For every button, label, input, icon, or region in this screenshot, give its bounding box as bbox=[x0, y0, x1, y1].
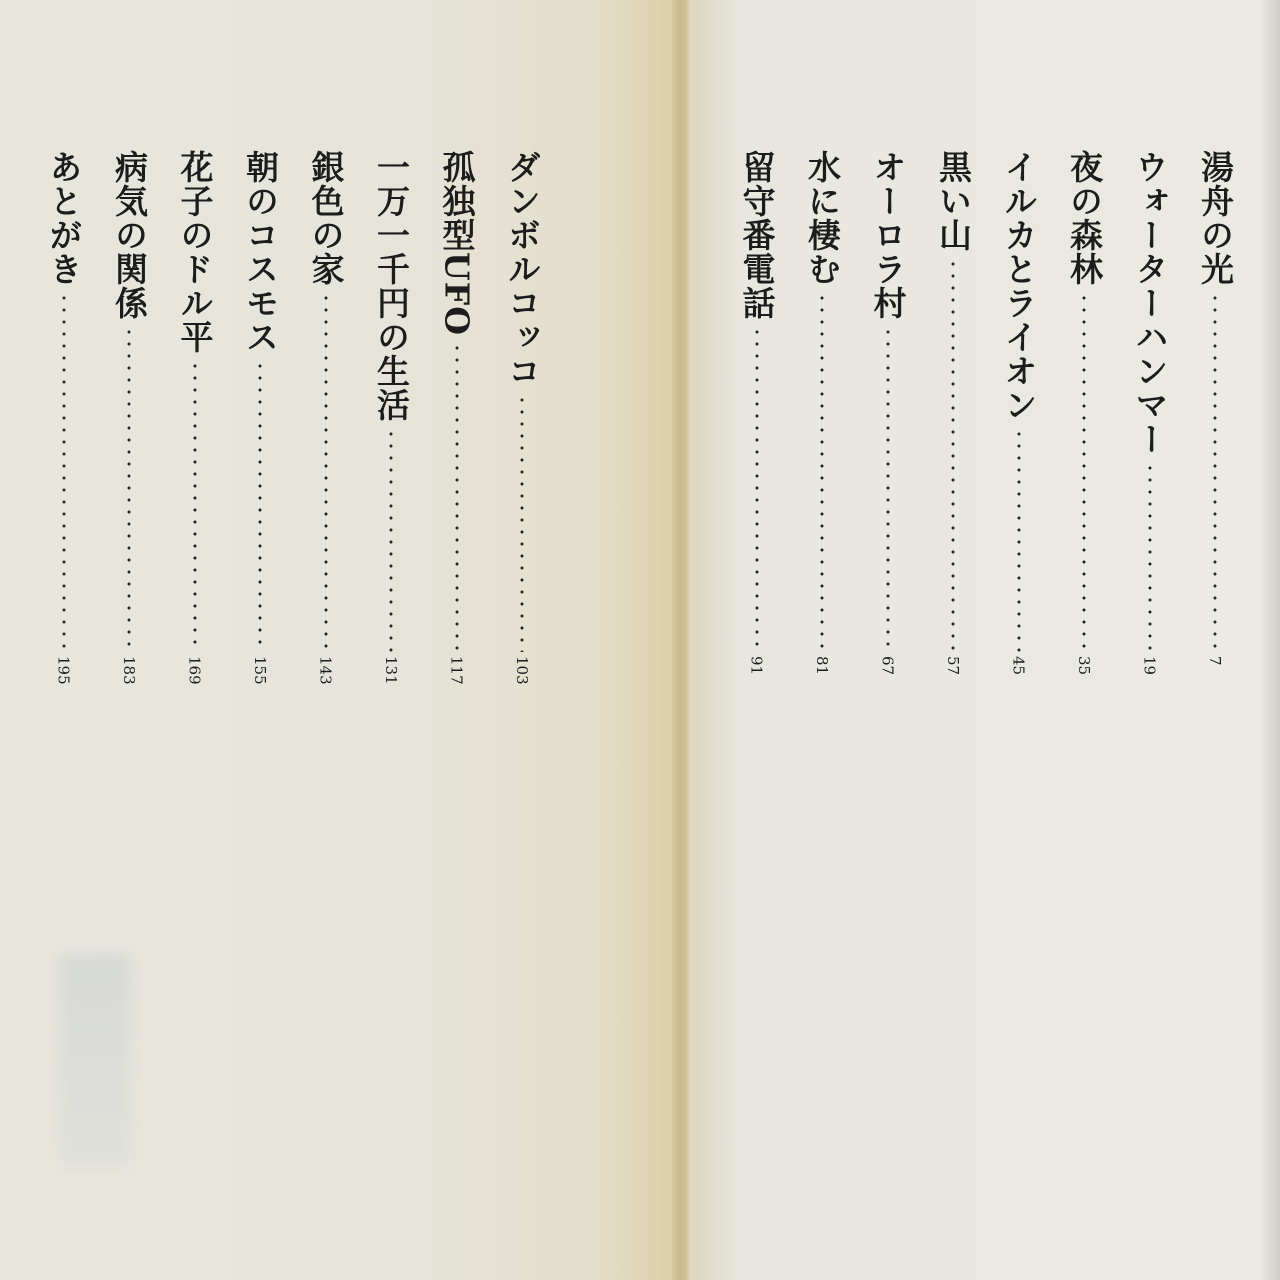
dot-leader bbox=[258, 360, 262, 652]
toc-entry bbox=[802, 150, 842, 690]
toc-entry bbox=[175, 150, 215, 690]
toc-entry-title: オーロラ村 bbox=[868, 150, 908, 320]
toc-entry-title: ダンボルコッコ bbox=[503, 150, 542, 388]
dot-leader bbox=[1017, 428, 1021, 652]
dot-leader bbox=[62, 292, 66, 652]
dot-leader bbox=[1082, 292, 1086, 652]
toc-entry bbox=[1064, 150, 1104, 690]
toc-entry-title: 黒い山 bbox=[934, 150, 973, 252]
dot-leader bbox=[127, 326, 131, 652]
right-page bbox=[692, 0, 1280, 1280]
toc-entry-title: ウォーターハンマー bbox=[1130, 150, 1170, 456]
toc-entry-title: あとがき bbox=[44, 150, 84, 286]
toc-entry-page-number: 131 bbox=[382, 656, 400, 685]
dot-leader bbox=[820, 292, 824, 652]
dot-leader bbox=[755, 326, 759, 652]
toc-entry bbox=[437, 150, 477, 690]
toc-entry bbox=[868, 150, 908, 690]
toc-entry-page-number: 19 bbox=[1140, 656, 1159, 676]
toc-entry bbox=[737, 150, 777, 690]
toc-entry-page-number: 91 bbox=[747, 656, 766, 676]
toc-entry-page-number: 143 bbox=[316, 656, 335, 685]
toc-entry-page-number: 7 bbox=[1206, 656, 1224, 666]
toc-entry bbox=[502, 150, 542, 690]
toc-entry bbox=[109, 150, 149, 690]
toc-entry-page-number: 195 bbox=[54, 656, 73, 685]
toc-entry-page-number: 81 bbox=[813, 656, 831, 676]
toc-entry-title: 孤独型UFO bbox=[437, 150, 477, 336]
toc-entry-title: 花子のドル平 bbox=[175, 150, 215, 354]
show-through-mark bbox=[60, 955, 130, 1165]
dot-leader bbox=[193, 360, 197, 652]
toc-entry-title: 湯舟の光 bbox=[1196, 150, 1235, 286]
toc-entry-page-number: 169 bbox=[185, 656, 204, 685]
toc-entry-title: 留守番電話 bbox=[737, 150, 777, 320]
toc-entry bbox=[44, 150, 84, 690]
toc-entry-page-number: 45 bbox=[1009, 656, 1028, 676]
dot-leader bbox=[389, 428, 393, 652]
toc-entry-title: 夜の森林 bbox=[1065, 150, 1104, 286]
toc-entry-title: 水に棲む bbox=[803, 150, 842, 286]
toc-entry-page-number: 117 bbox=[447, 656, 466, 685]
toc-entry-page-number: 57 bbox=[944, 656, 962, 676]
toc-entry-page-number: 67 bbox=[878, 656, 897, 676]
toc-entry-page-number: 103 bbox=[513, 656, 531, 685]
dot-leader bbox=[324, 292, 328, 652]
toc-entry bbox=[240, 150, 280, 690]
toc-entry-page-number: 155 bbox=[251, 656, 269, 685]
toc-entry-page-number: 35 bbox=[1075, 656, 1093, 676]
toc-entry bbox=[933, 150, 973, 690]
book-gutter bbox=[672, 0, 692, 1280]
toc-entry-page-number: 183 bbox=[120, 656, 138, 685]
toc-entry-title: 病気の関係 bbox=[110, 150, 149, 320]
toc-entry bbox=[1195, 150, 1235, 690]
toc-entry bbox=[306, 150, 346, 690]
toc-entry bbox=[371, 150, 411, 690]
toc-entry-title: 一万一千円の生活 bbox=[372, 150, 411, 422]
toc-entry bbox=[1130, 150, 1170, 690]
dot-leader bbox=[886, 326, 890, 652]
dot-leader bbox=[455, 342, 459, 652]
toc-entry-title: 朝のコスモス bbox=[241, 150, 280, 354]
toc-entry bbox=[999, 150, 1039, 690]
dot-leader bbox=[520, 394, 524, 652]
dot-leader bbox=[951, 258, 955, 652]
dot-leader bbox=[1213, 292, 1217, 652]
toc-entry-title: 銀色の家 bbox=[306, 150, 346, 286]
dot-leader bbox=[1148, 462, 1152, 652]
toc-entry-title: イルカとライオン bbox=[999, 150, 1039, 422]
